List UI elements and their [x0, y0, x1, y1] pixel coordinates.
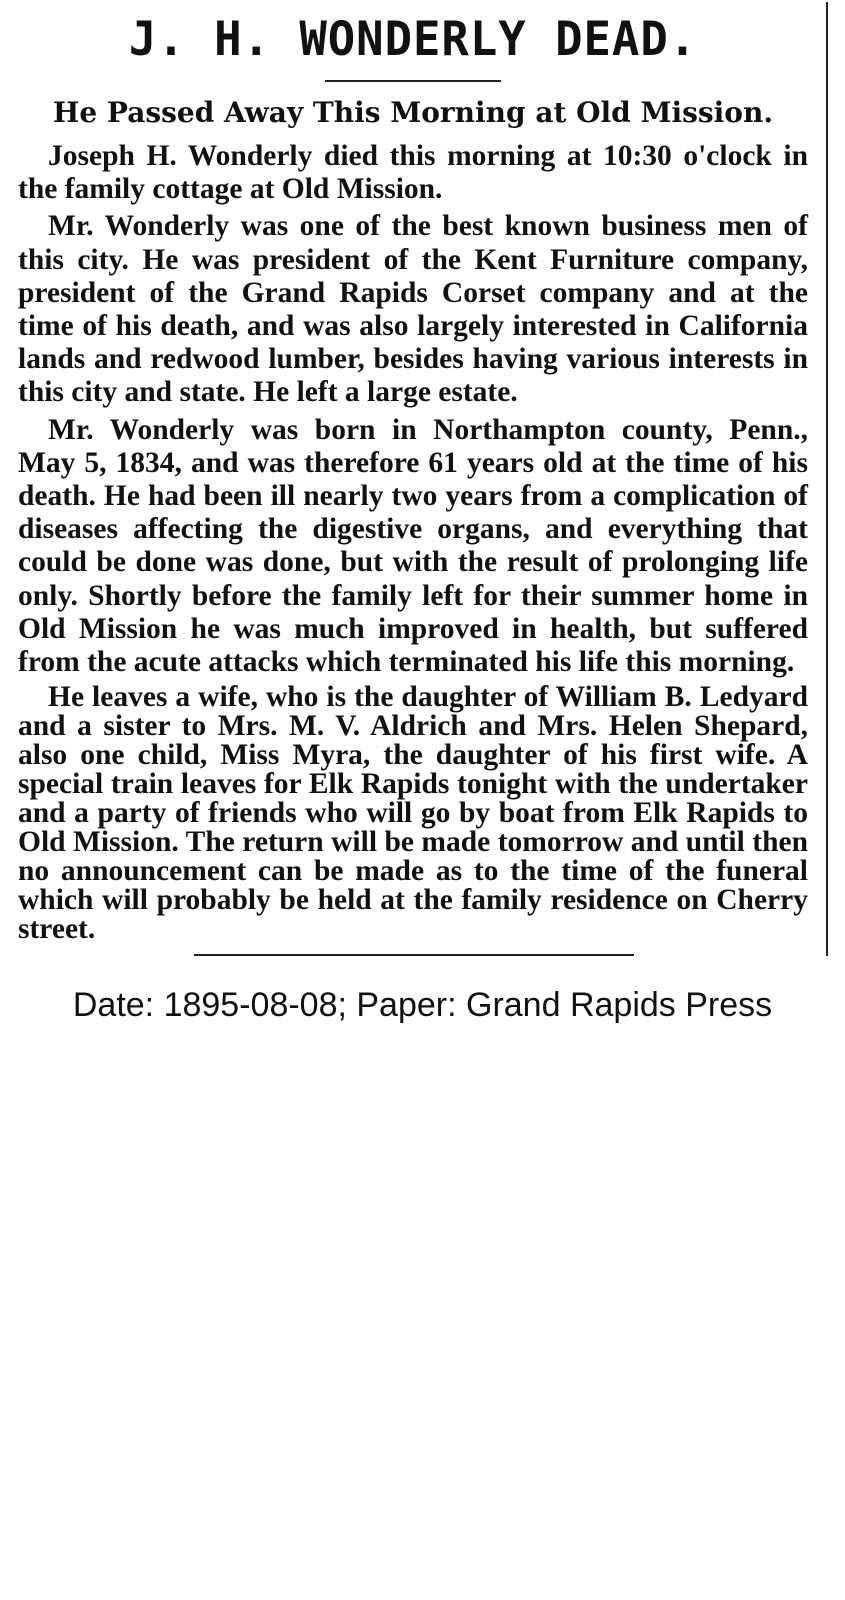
column-rule — [826, 2, 828, 956]
headline: J. H. WONDERLY DEAD. — [128, 12, 698, 67]
paragraph-1: Joseph H. Wonderly died this morning at 10:30 o'clock in the family cottage at Old Mission. — [18, 140, 808, 206]
article-column — [18, 0, 808, 956]
paragraph-3: Mr. Wonderly was born in Northampton county, Penn., May 5, 1834, and was therefore 61 years old at the time of his death. He had been ill nearly two years from a complication of diseases affecting the digestive organs, and everything that could be done was done, but with the result of prolonging life only. Shortly before the family left for their summer home in Old Mission he was much improved in health, but suffered from the acute attacks which terminated his life this morning. — [18, 413, 808, 679]
article-end-divider — [194, 954, 634, 956]
paragraph-2: Mr. Wonderly was one of the best known business men of this city. He was president of the Kent Furniture company, president of the Grand Rapids Corset company and at the time of his death, and was also largely interested in California lands and redwood lumber, besides having various interests in this city and state. He left a large estate. — [18, 210, 808, 409]
headline-divider — [325, 80, 501, 82]
paragraph-4: He leaves a wife, who is the daughter of William B. Ledyard and a sister to Mrs. M. V. Aldrich and Mrs. Helen Shepard, also one child, Miss Myra, the daughter of his first wife. A special train leaves for Elk Rapids tonight with the undertaker and a party of friends who will go by boat from Elk Rapids to Old Mission. The return will be made tomorrow and until then no announcement can be made as to the time of the funeral which will probably be held at the family residence on Cherry street. — [18, 681, 808, 946]
source-caption: Date: 1895-08-08; Paper: Grand Rapids Press — [72, 986, 773, 1024]
article-body — [18, 140, 808, 944]
subheadline: He Passed Away This Morning at Old Mission. — [52, 96, 774, 129]
